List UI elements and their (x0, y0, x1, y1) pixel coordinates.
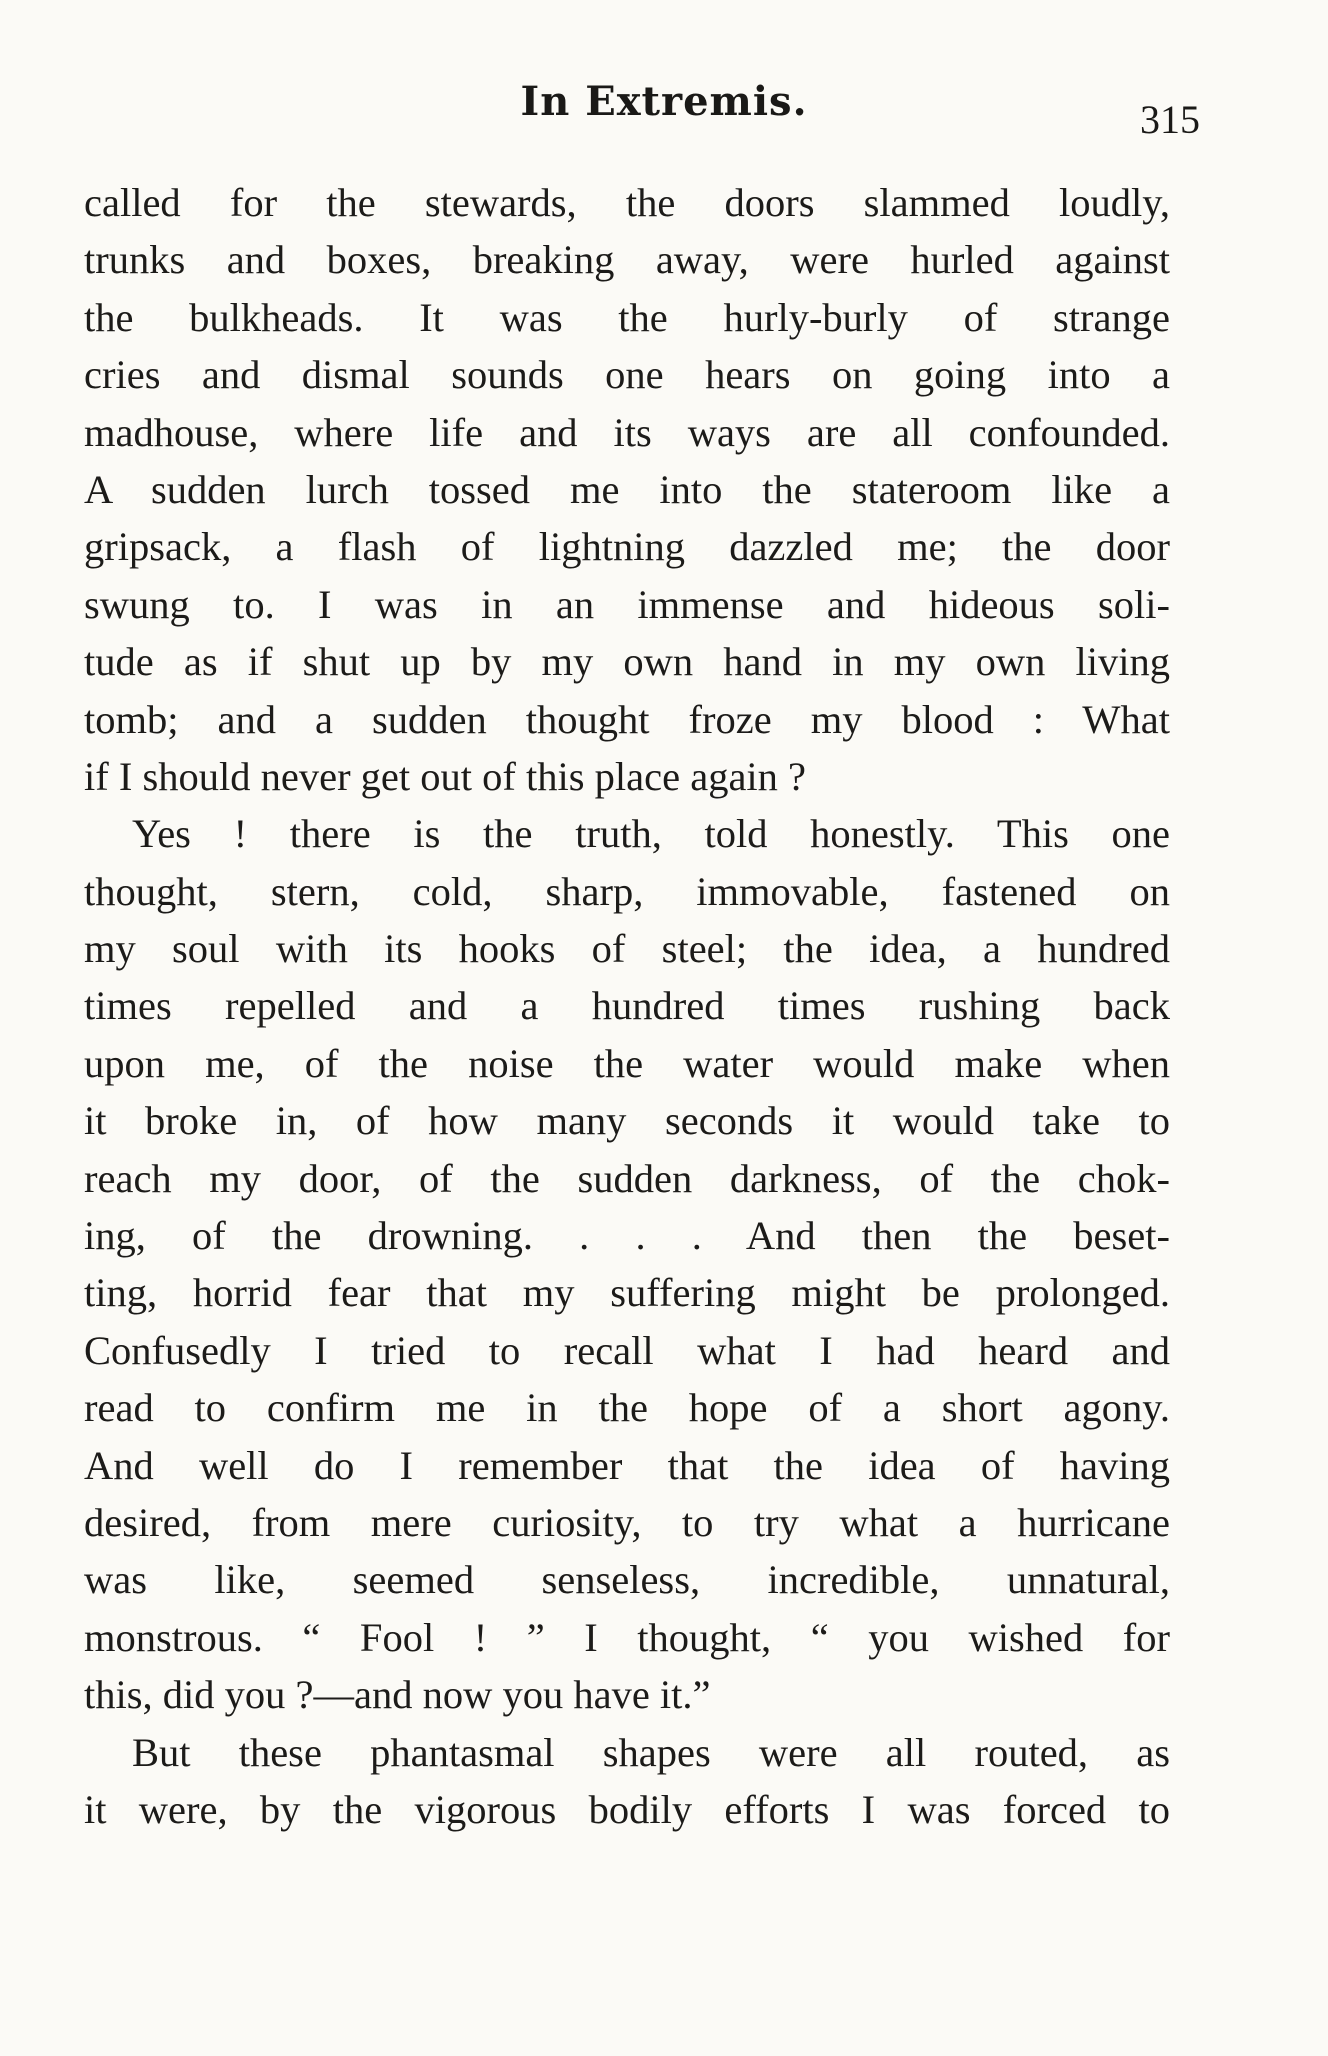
text-line: this, did you ?—and now you have it.” (84, 1672, 711, 1718)
text-line: madhouse, where life and its ways are all confounded. (84, 409, 1170, 455)
text-line: monstrous. “ Fool ! ” I thought, “ you wished for (84, 1614, 1170, 1660)
body-text (84, 174, 1170, 1838)
text-line: upon me, of the noise the water would make when (84, 1040, 1170, 1086)
text-line: swung to. I was in an immense and hideous soli- (84, 581, 1170, 627)
running-head-title: In Extremis. (520, 78, 808, 125)
text-line: trunks and boxes, breaking away, were hurled against (84, 237, 1170, 283)
text-line: ting, horrid fear that my suffering might be prolonged. (84, 1270, 1170, 1316)
text-line: A sudden lurch tossed me into the stateroom like a (84, 466, 1170, 512)
text-line: was like, seemed senseless, incredible, unnatural, (84, 1557, 1170, 1603)
text-line: Confusedly I tried to recall what I had heard and (84, 1327, 1170, 1373)
text-line: desired, from mere curiosity, to try what a hurricane (84, 1499, 1170, 1545)
text-line: called for the stewards, the doors slammed loudly, (84, 180, 1170, 225)
text-line: it broke in, of how many seconds it would take to (84, 1098, 1170, 1144)
text-line: And well do I remember that the idea of having (84, 1442, 1170, 1488)
text-line: thought, stern, cold, sharp, immovable, fastened on (84, 868, 1170, 914)
text-line: the bulkheads. It was the hurly-burly of strange (84, 294, 1170, 340)
text-line: times repelled and a hundred times rushing back (84, 983, 1170, 1029)
text-line: if I should never get out of this place again ? (84, 753, 807, 799)
text-line: gripsack, a flash of lightning dazzled me; the door (84, 524, 1170, 570)
text-line: cries and dismal sounds one hears on going into a (84, 352, 1170, 398)
text-line: my soul with its hooks of steel; the idea, a hundred (84, 926, 1170, 972)
paragraph-first-line: Yes ! there is the truth, told honestly. This one (132, 811, 1170, 857)
text-line: ing, of the drowning. . . . And then the beset- (84, 1213, 1170, 1259)
text-line: tude as if shut up by my own hand in my own living (84, 639, 1170, 685)
paragraph-first-line: But these phantasmal shapes were all routed, as (132, 1729, 1170, 1775)
text-line: it were, by the vigorous bodily efforts I was forced to (84, 1786, 1170, 1832)
page-number: 315 (1140, 97, 1200, 142)
text-line: read to confirm me in the hope of a short agony. (84, 1385, 1170, 1431)
text-line: tomb; and a sudden thought froze my blood : What (84, 696, 1170, 742)
text-line: reach my door, of the sudden darkness, of the chok- (84, 1155, 1170, 1201)
